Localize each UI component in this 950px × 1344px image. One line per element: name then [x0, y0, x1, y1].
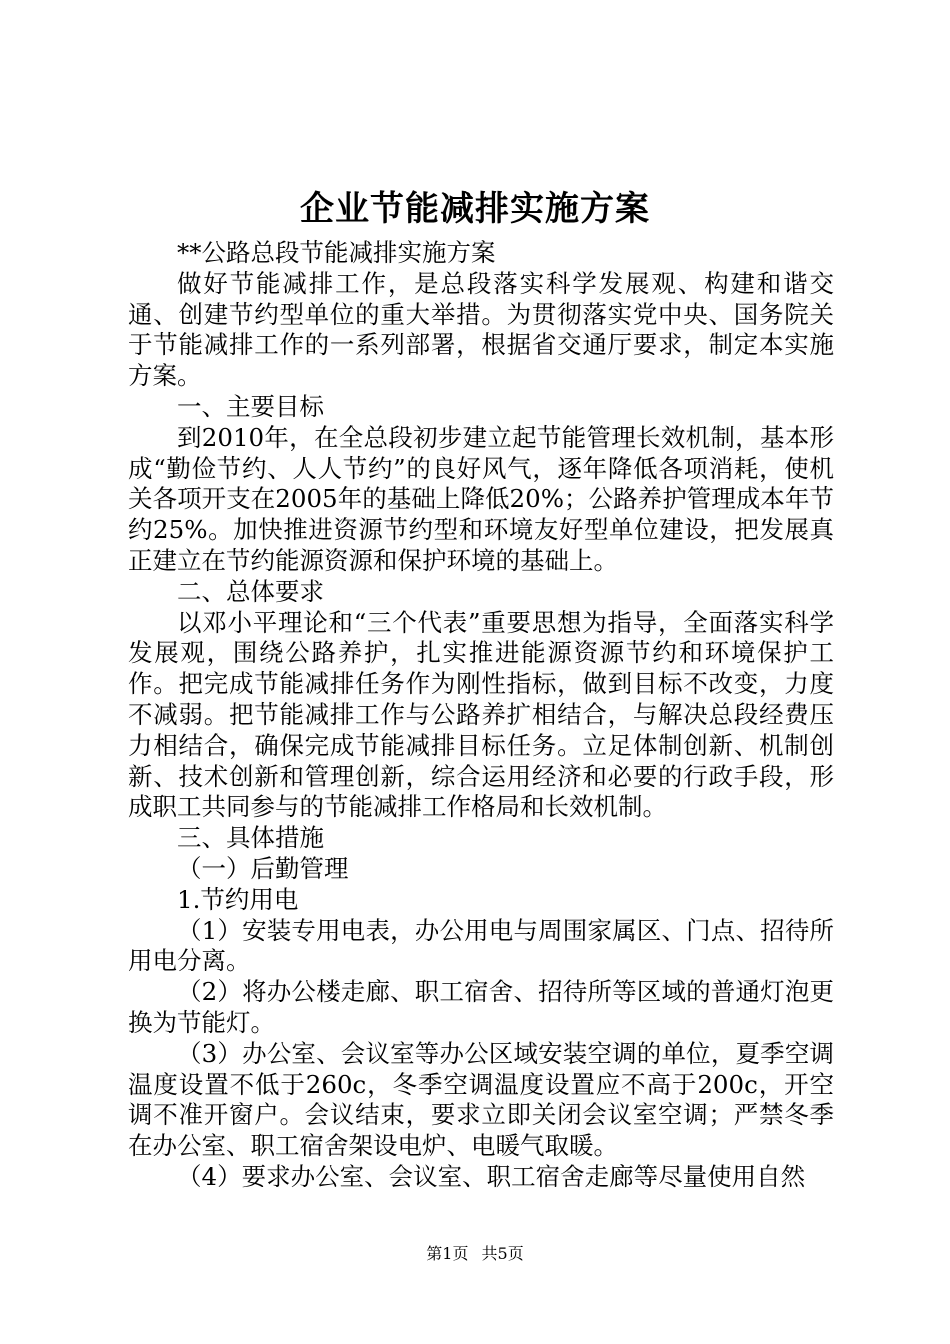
- section-heading-goals: 一、主要目标: [177, 391, 324, 421]
- paragraph-subtitle: **公路总段节能减排实施方案: [177, 238, 496, 267]
- paragraph-intro: 做好节能减排工作，是总段落实科学发展观、构建和谐交通、创建节约型单位的重大举措。为贯彻落实党中央、国务院关于节能减排工作的一系列部署，根据省交通厅要求，制定本实施方案。: [128, 268, 834, 391]
- paragraph-goals: 到2010年，在全总段初步建立起节能管理长效机制，基本形成“勤俭节约、人人节约”的良好风气，逐年降低各项消耗，使机关各项开支在2005年的基础上降低20%；公路养护管理成本年节约25%。加快推进资源节约型和环境友好型单位建设，把发展真正建立在节约能源资源和保护环境的基础上。: [128, 422, 834, 575]
- page-total: 共5页: [481, 1244, 524, 1263]
- subsection-heading-logistics: （一）后勤管理: [177, 853, 349, 883]
- page-footer: [0, 1244, 950, 1264]
- paragraph-item-4: （4）要求办公室、会议室、职工宿舍走廊等尽量使用自然: [177, 1161, 806, 1191]
- section-heading-requirements: 二、总体要求: [177, 576, 324, 606]
- paragraph-item-3: （3）办公室、会议室等办公区域安装空调的单位，夏季空调温度设置不低于260c，冬季空调温度设置应不高于200c，开空调不准开窗户。会议结束，要求立即关闭会议室空调；严禁冬季在办公室、职工宿舍架设电炉、电暖气取暖。: [128, 1038, 834, 1161]
- paragraph-item-2: （2）将办公楼走廊、职工宿舍、招待所等区域的普通灯泡更换为节能灯。: [128, 977, 834, 1037]
- page-number: 第1页: [426, 1244, 469, 1263]
- document-title: 企业节能减排实施方案: [300, 189, 650, 229]
- document-body: [128, 238, 834, 1193]
- section-heading-measures: 三、具体措施: [177, 823, 324, 853]
- paragraph-item-1: （1）安装专用电表，办公用电与周围家属区、门点、招待所用电分离。: [128, 915, 834, 976]
- paragraph-requirements: 以邓小平理论和“三个代表”重要思想为指导，全面落实科学发展观，围绕公路养护，扎实推进能源资源节约和环境保护工作。把完成节能减排任务作为刚性指标，做到目标不改变，力度不减弱。把节能减排工作与公路养扩相结合，与解决总段经费压力相结合，确保完成节能减排目标任务。立足体制创新、机制创新、技术创新和管理创新，综合运用经济和必要的行政手段，形成职工共同参与的节能减排工作格局和长效机制。: [128, 607, 834, 822]
- item-heading-electricity: 1.节约用电: [177, 884, 299, 914]
